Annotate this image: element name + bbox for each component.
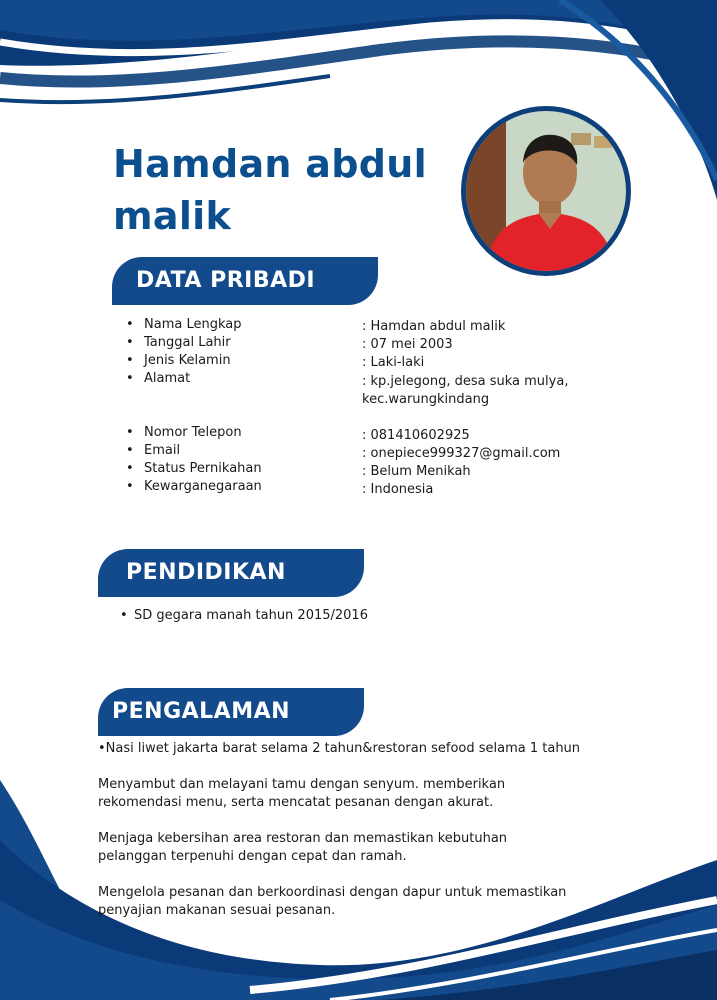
candidate-name: Hamdan abdul malik	[113, 142, 427, 238]
value-alamat-line-2: kec.warungkindang	[362, 392, 490, 407]
section-header-pengalaman: PENGALAMAN	[98, 688, 364, 736]
profile-photo	[461, 106, 631, 276]
label-jenis-kelamin: • Jenis Kelamin	[128, 352, 231, 370]
person-avatar-icon	[466, 111, 626, 271]
value-kewarganegaraan: : Indonesia	[362, 482, 434, 497]
experience-paragraph-1: Menyambut dan melayani tamu dengan senyum. memberikan rekomendasi menu, serta mencatat pesanan dengan akurat.	[98, 777, 506, 810]
label-alamat: • Alamat	[128, 370, 190, 388]
education-item: • SD gegara manah tahun 2015/2016	[118, 607, 368, 625]
label-tanggal-lahir: • Tanggal Lahir	[128, 334, 231, 352]
label-email: • Email	[128, 442, 180, 460]
value-tanggal-lahir: : 07 mei 2003	[362, 337, 453, 352]
label-kewarganegaraan: • Kewarganegaraan	[128, 478, 262, 496]
value-status-pernikahan: : Belum Menikah	[362, 464, 471, 479]
value-jenis-kelamin: : Laki-laki	[362, 355, 425, 370]
value-alamat-line-1: : kp.jelegong, desa suka mulya,	[362, 374, 569, 389]
section-header-pendidikan: PENDIDIKAN	[98, 549, 364, 597]
section-header-data-pribadi: DATA PRIBADI	[112, 257, 378, 305]
label-status-pernikahan: • Status Pernikahan	[128, 460, 262, 478]
experience-paragraph-2: Menjaga kebersihan area restoran dan memastikan kebutuhan pelanggan terpenuhi dengan cepat dan ramah.	[98, 831, 508, 864]
label-nama-lengkap: • Nama Lengkap	[128, 316, 241, 334]
experience-paragraph-3: Mengelola pesanan dan berkoordinasi dengan dapur untuk memastikan penyajian makanan sesuai pesanan.	[98, 885, 567, 918]
value-nama-lengkap: : Hamdan abdul malik	[362, 319, 506, 334]
label-nomor-telepon: • Nomor Telepon	[128, 424, 242, 442]
value-email: : onepiece999327@gmail.com	[362, 446, 561, 461]
experience-summary: •Nasi liwet jakarta barat selama 2 tahun&restoran sefood selama 1 tahun	[98, 741, 581, 756]
value-nomor-telepon: : 081410602925	[362, 428, 470, 443]
